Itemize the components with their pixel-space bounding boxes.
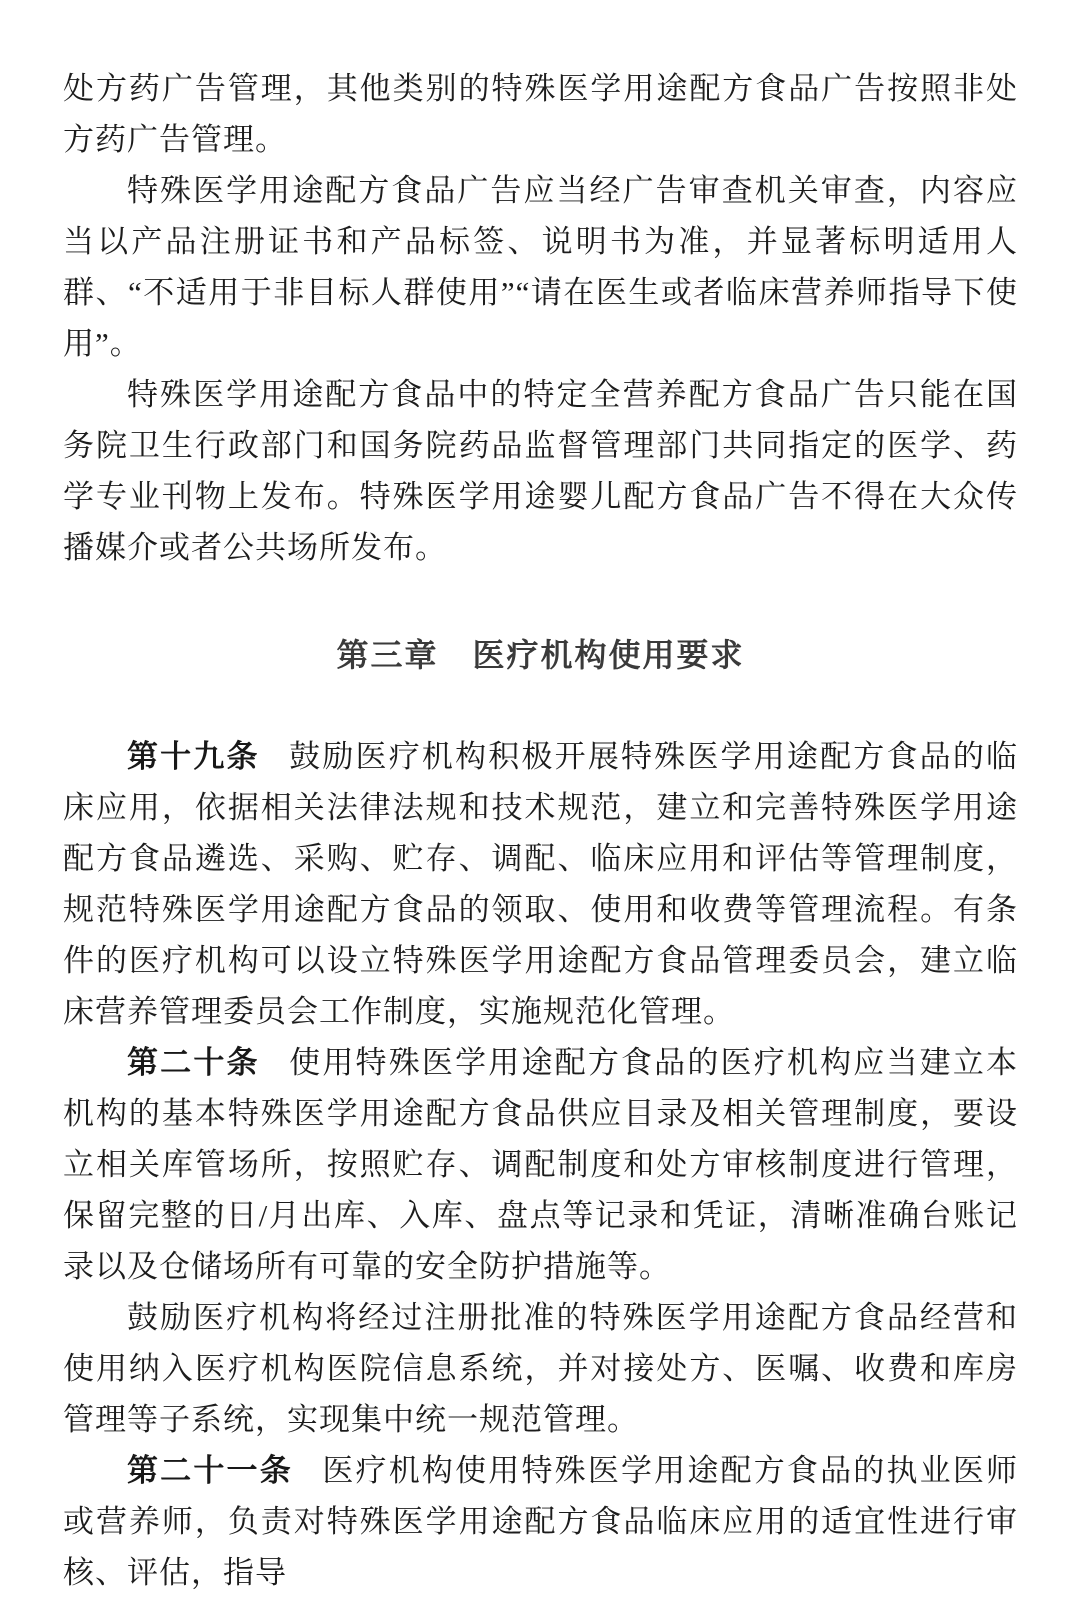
paragraph-text: 特殊医学用途配方食品广告应当经广告审查机关审查，内容应当以产品注册证书和产品标签、说明书为准，并显著标明适用人群、“不适用于非目标人群使用”“请在医生或者临床营养师指导下使用”。 xyxy=(63,173,1018,361)
paragraph-text: 鼓励医疗机构将经过注册批准的特殊医学用途配方食品经营和使用纳入医疗机构医院信息系统，并对接处方、医嘱、收费和库房管理等子系统，实现集中统一规范管理。 xyxy=(63,1300,1018,1437)
paragraph-text: 医疗机构使用特殊医学用途配方食品的执业医师或营养师，负责对特殊医学用途配方食品临床应用的适宜性进行审核、评估，指导 xyxy=(63,1453,1019,1590)
chapter-heading: 第三章 医疗机构使用要求 xyxy=(336,637,745,673)
paragraph-text: 处方药广告管理，其他类别的特殊医学用途配方食品广告按照非处方药广告管理。 xyxy=(63,71,1018,157)
body-paragraph xyxy=(63,369,1018,573)
body-paragraph xyxy=(63,165,1018,369)
paragraph-text: 鼓励医疗机构积极开展特殊医学用途配方食品的临床应用，依据相关法律法规和技术规范，建立和完善特殊医学用途配方食品遴选、采购、贮存、调配、临床应用和评估等管理制度，规范特殊医学用途配方食品的领取、使用和收费等管理流程。有条件的医疗机构可以设立特殊医学用途配方食品管理委员会，建立临床营养管理委员会工作制度，实施规范化管理。 xyxy=(63,739,1019,1029)
paragraph-text: 特殊医学用途配方食品中的特定全营养配方食品广告只能在国务院卫生行政部门和国务院药品监督管理部门共同指定的医学、药学专业刊物上发布。特殊医学用途婴儿配方食品广告不得在大众传播媒介或者公共场所发布。 xyxy=(63,377,1018,565)
paragraph-text: 使用特殊医学用途配方食品的医疗机构应当建立本机构的基本特殊医学用途配方食品供应目录及相关管理制度，要设立相关库管场所，按照贮存、调配制度和处方审核制度进行管理，保留完整的日/月出库、入库、盘点等记录和凭证，清晰准确台账记录以及仓储场所有可靠的安全防护措施等。 xyxy=(63,1045,1019,1284)
article-paragraph xyxy=(63,1037,1018,1292)
article-number: 第二十一条 xyxy=(127,1453,293,1488)
body-paragraph xyxy=(63,63,1018,165)
body-paragraph xyxy=(63,1292,1018,1445)
article-paragraph xyxy=(63,731,1018,1037)
article-number: 第十九条 xyxy=(127,739,260,774)
article-paragraph xyxy=(63,1445,1018,1598)
article-number: 第二十条 xyxy=(127,1045,260,1080)
